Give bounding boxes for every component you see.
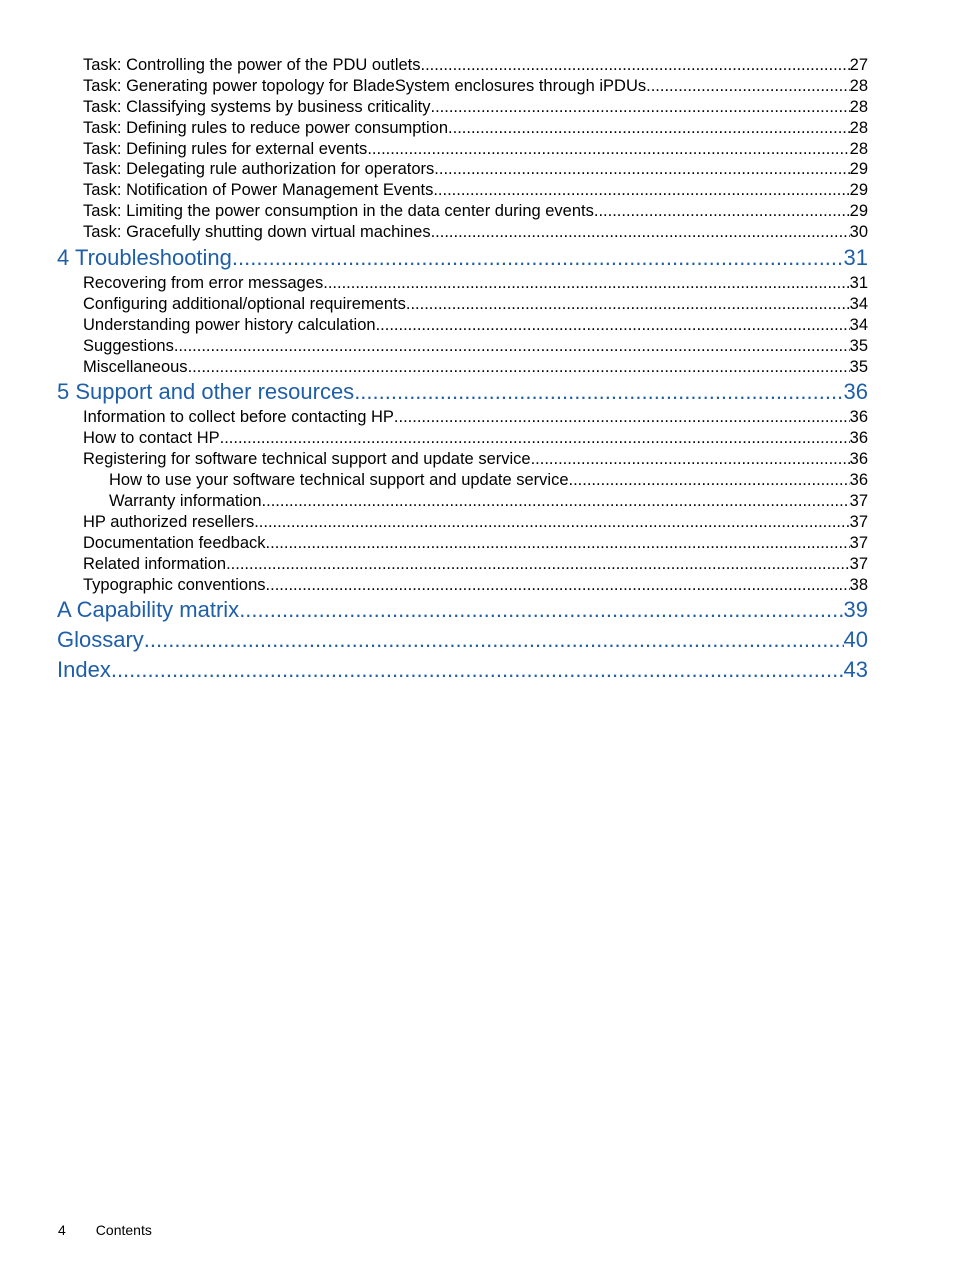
toc-entry[interactable] <box>83 180 868 201</box>
dot-leader <box>367 139 849 160</box>
toc-entry-page: 34 <box>849 315 868 334</box>
dot-leader <box>226 554 850 575</box>
dot-leader <box>431 97 850 118</box>
toc-entry-title: Suggestions <box>83 336 174 355</box>
dot-leader <box>174 336 850 357</box>
toc-entry-title: Task: Controlling the power of the PDU outlets <box>83 56 421 74</box>
dot-leader <box>433 180 849 201</box>
dot-leader <box>569 470 850 491</box>
toc-entry-page: 36 <box>849 429 868 448</box>
toc-entry-page: 28 <box>849 97 868 116</box>
toc-entry-page: 36 <box>849 408 868 427</box>
toc-entry-title: Recovering from error messages <box>83 274 324 293</box>
toc-entry-page: 29 <box>849 202 868 221</box>
toc-entry-title: Understanding power history calculation <box>83 315 376 334</box>
toc-entry-page: 30 <box>849 223 868 242</box>
toc-entry[interactable] <box>83 294 868 315</box>
dot-leader <box>266 533 850 554</box>
toc-entry-page: 28 <box>849 118 868 137</box>
toc-entry[interactable] <box>83 512 868 533</box>
toc-entry-title: Task: Defining rules for external events <box>83 139 368 158</box>
dot-leader <box>646 76 850 97</box>
toc-entry[interactable] <box>83 201 868 222</box>
toc-entry-title: Documentation feedback <box>83 533 266 552</box>
toc-chapter-page: 43 <box>843 657 868 683</box>
dot-leader <box>376 315 850 336</box>
toc-entry[interactable] <box>83 139 868 160</box>
toc-entry[interactable] <box>83 533 868 554</box>
toc-entry[interactable] <box>83 554 868 575</box>
toc-entry-title: Task: Limiting the power consumption in the data center during events <box>83 202 594 221</box>
toc-entry-page: 27 <box>849 56 868 74</box>
toc-chapter-title: Glossary <box>57 627 144 653</box>
toc-chapter-page: 40 <box>843 627 868 653</box>
dot-leader <box>232 243 844 273</box>
toc-chapter-title: Index <box>57 657 111 683</box>
toc-subentry[interactable] <box>109 491 868 512</box>
toc-entry-title: Task: Notification of Power Management Events <box>83 181 434 200</box>
toc-entry-title: Typographic conventions <box>83 575 266 594</box>
toc-entry-title: Information to collect before contacting HP <box>83 408 394 427</box>
toc-chapter-heading[interactable] <box>57 243 868 273</box>
toc-entry[interactable] <box>83 428 868 449</box>
footer-section-name: Contents <box>95 1222 152 1238</box>
toc-chapter-page: 31 <box>843 245 868 271</box>
toc-entry-title: Miscellaneous <box>83 357 188 376</box>
toc-chapter-title: 4 Troubleshooting <box>57 245 232 271</box>
toc-entry[interactable] <box>83 76 868 97</box>
toc-entry-page: 36 <box>849 471 868 490</box>
toc-entry[interactable] <box>83 315 868 336</box>
dot-leader <box>394 407 850 428</box>
toc-entry-page: 37 <box>849 492 868 511</box>
dot-leader <box>111 655 844 685</box>
toc-entry-page: 37 <box>849 554 868 573</box>
toc-entry-page: 29 <box>849 181 868 200</box>
table-of-contents <box>57 55 868 685</box>
toc-entry-title: Task: Defining rules to reduce power consumption <box>83 118 449 137</box>
dot-leader <box>434 159 849 180</box>
toc-entry-page: 38 <box>849 575 868 594</box>
toc-entry-page: 37 <box>849 512 868 531</box>
toc-entry-title: Task: Generating power topology for BladeSystem enclosures through iPDUs <box>83 76 647 95</box>
dot-leader <box>188 357 850 378</box>
dot-leader <box>262 491 850 512</box>
dot-leader <box>239 595 843 625</box>
toc-chapter-page: 36 <box>843 379 868 405</box>
dot-leader <box>421 55 850 76</box>
toc-entry[interactable] <box>83 407 868 428</box>
toc-entry-title: Registering for software technical support and update service <box>83 450 531 469</box>
toc-entry-page: 35 <box>849 336 868 355</box>
toc-chapter-title: 5 Support and other resources <box>57 379 355 405</box>
page-footer <box>58 1222 152 1238</box>
toc-entry-page: 29 <box>849 160 868 179</box>
dot-leader <box>354 377 843 407</box>
toc-entry-page: 28 <box>849 76 868 95</box>
dot-leader <box>254 512 849 533</box>
toc-chapter-page: 39 <box>843 597 868 623</box>
toc-chapter-heading[interactable] <box>57 625 868 655</box>
toc-entry-title: Configuring additional/optional requirements <box>83 294 406 313</box>
toc-entry[interactable] <box>83 273 868 294</box>
dot-leader <box>323 273 849 294</box>
toc-chapter-heading[interactable] <box>57 655 868 685</box>
toc-entry-page: 35 <box>849 357 868 376</box>
toc-entry[interactable] <box>83 222 868 243</box>
dot-leader <box>431 222 850 243</box>
toc-entry-title: Task: Classifying systems by business criticality <box>83 97 431 116</box>
dot-leader <box>531 449 850 470</box>
dot-leader <box>406 294 850 315</box>
toc-entry[interactable] <box>83 118 868 139</box>
toc-entry[interactable] <box>83 357 868 378</box>
toc-entry-title: How to use your software technical support and update service <box>109 471 569 490</box>
toc-entry-title: Warranty information <box>109 492 262 511</box>
toc-chapter-heading[interactable] <box>57 595 868 625</box>
toc-entry-title: Task: Gracefully shutting down virtual machines <box>83 223 431 242</box>
toc-entry-title: Task: Delegating rule authorization for operators <box>83 160 435 179</box>
dot-leader <box>266 575 850 596</box>
toc-entry[interactable] <box>83 97 868 118</box>
toc-entry[interactable] <box>83 449 868 470</box>
dot-leader <box>594 201 850 222</box>
dot-leader <box>220 428 850 449</box>
toc-entry-title: Related information <box>83 554 227 573</box>
toc-entry-page: 31 <box>849 274 868 293</box>
footer-page-number: 4 <box>58 1222 66 1238</box>
dot-leader <box>448 118 850 139</box>
toc-entry[interactable] <box>83 575 868 596</box>
toc-entry[interactable] <box>83 159 868 180</box>
toc-entry-title: HP authorized resellers <box>83 512 255 531</box>
toc-entry-page: 34 <box>849 294 868 313</box>
toc-chapter-title: A Capability matrix <box>57 597 240 623</box>
toc-subentry[interactable] <box>109 470 868 491</box>
toc-entry-page: 28 <box>849 139 868 158</box>
toc-chapter-heading[interactable] <box>57 377 868 407</box>
toc-entry[interactable] <box>83 336 868 357</box>
toc-entry-page: 36 <box>849 450 868 469</box>
dot-leader <box>144 625 844 655</box>
toc-entry[interactable] <box>83 55 868 76</box>
toc-entry-page: 37 <box>849 533 868 552</box>
toc-entry-title: How to contact HP <box>83 429 220 448</box>
